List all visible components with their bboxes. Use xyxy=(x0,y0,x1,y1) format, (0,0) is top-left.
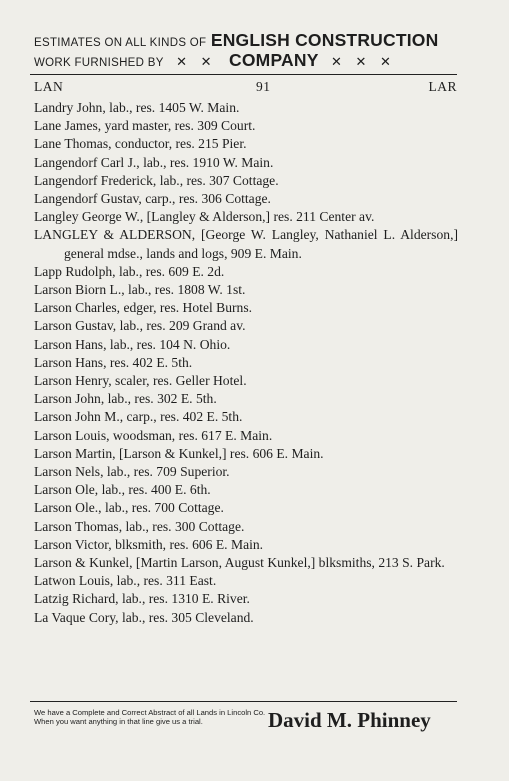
running-head-left: LAN xyxy=(34,79,64,94)
directory-entry: Larson Ole, lab., res. 400 E. 6th. xyxy=(34,482,211,498)
directory-entries xyxy=(34,99,458,627)
ornament-stars-icon: ✕ ✕ xyxy=(176,54,217,69)
directory-entry: Larson Henry, scaler, res. Geller Hotel. xyxy=(34,373,247,389)
directory-entry: Larson Gustav, lab., res. 209 Grand av. xyxy=(34,318,246,334)
directory-entry: Larson John M., carp., res. 402 E. 5th. xyxy=(34,409,243,425)
directory-entry: LANGLEY & ALDERSON, [George W. Langley, Nathaniel L. Alderson,] general mdse., lands and logs, 909 E. Main. xyxy=(34,227,458,261)
directory-entry: Langley George W., [Langley & Alderson,] res. 211 Center av. xyxy=(34,209,375,225)
footer-advert-name: David M. Phinney xyxy=(268,708,431,732)
directory-entry: Langendorf Carl J., lab., res. 1910 W. Main. xyxy=(34,154,274,170)
directory-entry: Larson Biorn L., lab., res. 1808 W. 1st. xyxy=(34,282,246,298)
advert-header-line-1 xyxy=(34,30,438,51)
directory-entry: Larson Hans, lab., res. 104 N. Ohio. xyxy=(34,336,231,352)
advert-header-prefix-1: ESTIMATES ON ALL KINDS OF xyxy=(34,37,207,49)
footer-advert-note: We have a Complete and Correct Abstract of all Lands in Lincoln Co. When you want anything in that line give us a trial. xyxy=(34,708,266,727)
advert-header-prefix-2: WORK FURNISHED BY xyxy=(34,57,164,69)
advert-header-line-2 xyxy=(34,50,404,71)
directory-entry: Langendorf Frederick, lab., res. 307 Cottage. xyxy=(34,172,279,188)
directory-entry: Larson Ole., lab., res. 700 Cottage. xyxy=(34,500,224,516)
running-head-right: LAR xyxy=(428,79,457,94)
directory-entry: Larson Hans, res. 402 E. 5th. xyxy=(34,354,193,370)
directory-entry: Larson Louis, woodsman, res. 617 E. Main. xyxy=(34,427,273,443)
directory-entry: Larson Thomas, lab., res. 300 Cottage. xyxy=(34,518,245,534)
directory-entry: Larson Victor, blksmith, res. 606 E. Main. xyxy=(34,536,264,552)
directory-entry: Landry John, lab., res. 1405 W. Main. xyxy=(34,100,240,115)
directory-entry: Larson John, lab., res. 302 E. 5th. xyxy=(34,391,217,407)
directory-entry: Latzig Richard, lab., res. 1310 E. River. xyxy=(34,591,250,607)
ornament-stars-icon-right: ✕ ✕ ✕ xyxy=(331,54,396,69)
directory-entry: Lane James, yard master, res. 309 Court. xyxy=(34,118,256,134)
directory-entry: Lapp Rudolph, lab., res. 609 E. 2d. xyxy=(34,263,225,279)
directory-entry: Larson Martin, [Larson & Kunkel,] res. 606 E. Main. xyxy=(34,445,324,461)
directory-entry: Langendorf Gustav, carp., res. 306 Cottage. xyxy=(34,191,271,207)
directory-entry: La Vaque Cory, lab., res. 305 Cleveland. xyxy=(34,609,254,625)
page-number: 91 xyxy=(256,79,271,94)
advert-header-company-type: ENGLISH CONSTRUCTION xyxy=(210,30,439,50)
directory-entry: Larson Charles, edger, res. Hotel Burns. xyxy=(34,300,253,316)
bottom-rule xyxy=(30,701,457,702)
directory-entry: Lane Thomas, conductor, res. 215 Pier. xyxy=(34,136,247,152)
directory-entry: Larson Nels, lab., res. 709 Superior. xyxy=(34,464,230,480)
directory-entry: Latwon Louis, lab., res. 311 East. xyxy=(34,573,217,589)
top-rule xyxy=(30,74,457,75)
directory-entry: Larson & Kunkel, [Martin Larson, August Kunkel,] blksmiths, 213 S. Park. xyxy=(34,555,445,571)
advert-header-company: COMPANY xyxy=(229,50,319,70)
